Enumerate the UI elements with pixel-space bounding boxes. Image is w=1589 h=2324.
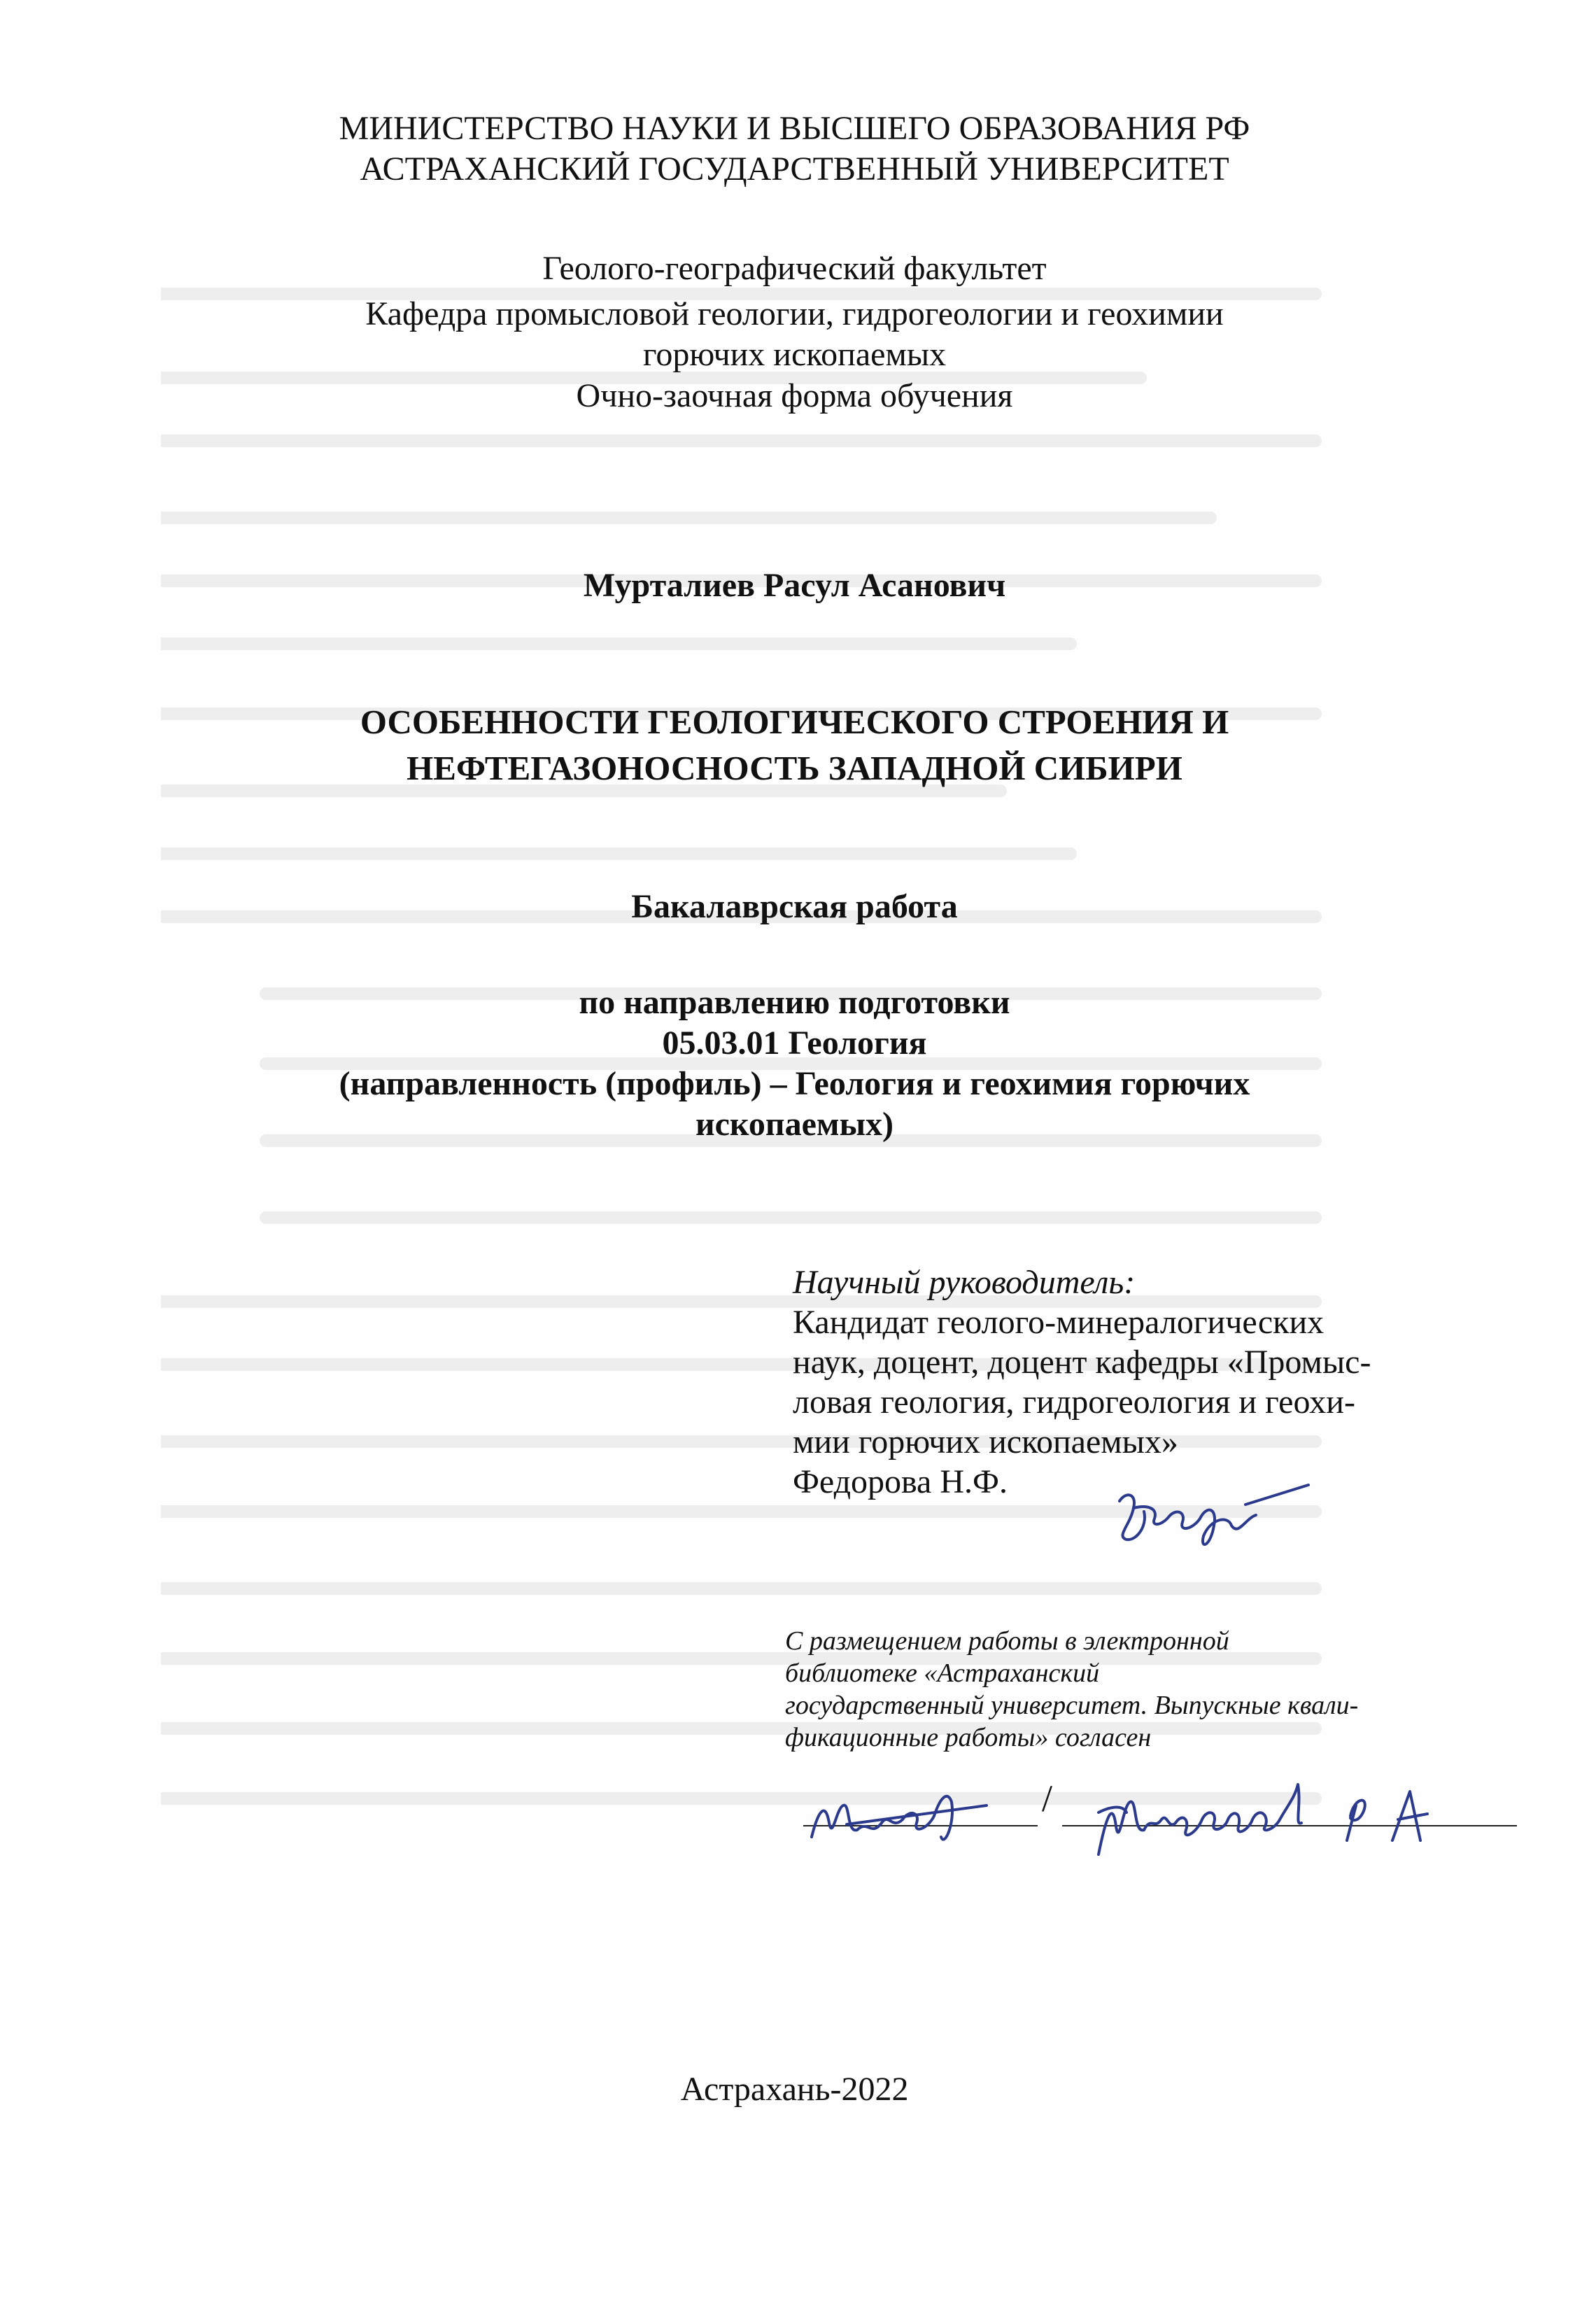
supervisor-position-continued: ловая геология, гидрогеология и геохи- bbox=[793, 1383, 1355, 1421]
consent-line2: библиотеке «Астраханский bbox=[785, 1659, 1100, 1688]
supervisor-degree: Кандидат геолого-минералогических bbox=[793, 1304, 1325, 1341]
university-heading: АСТРАХАНСКИЙ ГОСУДАРСТВЕННЫЙ УНИВЕРСИТЕТ bbox=[360, 150, 1229, 188]
consent-line1: С размещением работы в электронной bbox=[785, 1626, 1229, 1656]
faculty-name: Геолого-географический факультет bbox=[542, 250, 1047, 287]
student-signature-full bbox=[1085, 1763, 1448, 1875]
work-type: Бакалаврская работа bbox=[631, 888, 958, 925]
city-year: Астрахань-2022 bbox=[680, 2071, 909, 2108]
direction-code: 05.03.01 Геология bbox=[662, 1024, 927, 1062]
supervisor-position-end: мии горючих ископаемых» bbox=[793, 1423, 1178, 1460]
consent-line4: фикационные работы» согласен bbox=[785, 1723, 1152, 1752]
supervisor-block bbox=[793, 1262, 1527, 1502]
department-name: Кафедра промысловой геологии, гидрогеологии и геохимии bbox=[365, 295, 1224, 332]
supervisor-heading: Научный руководитель: bbox=[793, 1264, 1136, 1301]
direction-label: по направлению подготовки bbox=[579, 984, 1010, 1021]
supervisor-name: Федорова Н.Ф. bbox=[793, 1463, 1008, 1500]
department-name-continued: горючих ископаемых bbox=[642, 336, 947, 373]
author-name: Мурталиев Расул Асанович bbox=[583, 567, 1006, 604]
supervisor-position: наук, доцент, доцент кафедры «Промыс- bbox=[793, 1344, 1371, 1381]
direction-profile-line2: ископаемых) bbox=[695, 1106, 894, 1143]
consent-line3: государственный университет. Выпускные квали- bbox=[785, 1691, 1359, 1720]
supervisor-signature bbox=[1106, 1477, 1315, 1561]
ministry-heading: МИНИСТЕРСТВО НАУКИ И ВЫСШЕГО ОБРАЗОВАНИЯ РФ bbox=[339, 110, 1250, 147]
thesis-title-line1: ОСОБЕННОСТИ ГЕОЛОГИЧЕСКОГО СТРОЕНИЯ И bbox=[360, 703, 1229, 741]
consent-block bbox=[785, 1625, 1527, 1754]
thesis-title-line2: НЕФТЕГАЗОНОСНОСТЬ ЗАПАДНОЙ СИБИРИ bbox=[407, 749, 1182, 787]
direction-profile-line1: (направленность (профиль) – Геология и геохимия горючих bbox=[339, 1065, 1250, 1102]
student-signature-short bbox=[805, 1781, 1036, 1858]
study-form: Очно-заочная форма обучения bbox=[576, 377, 1013, 414]
signature-separator: / bbox=[1042, 1777, 1053, 1819]
